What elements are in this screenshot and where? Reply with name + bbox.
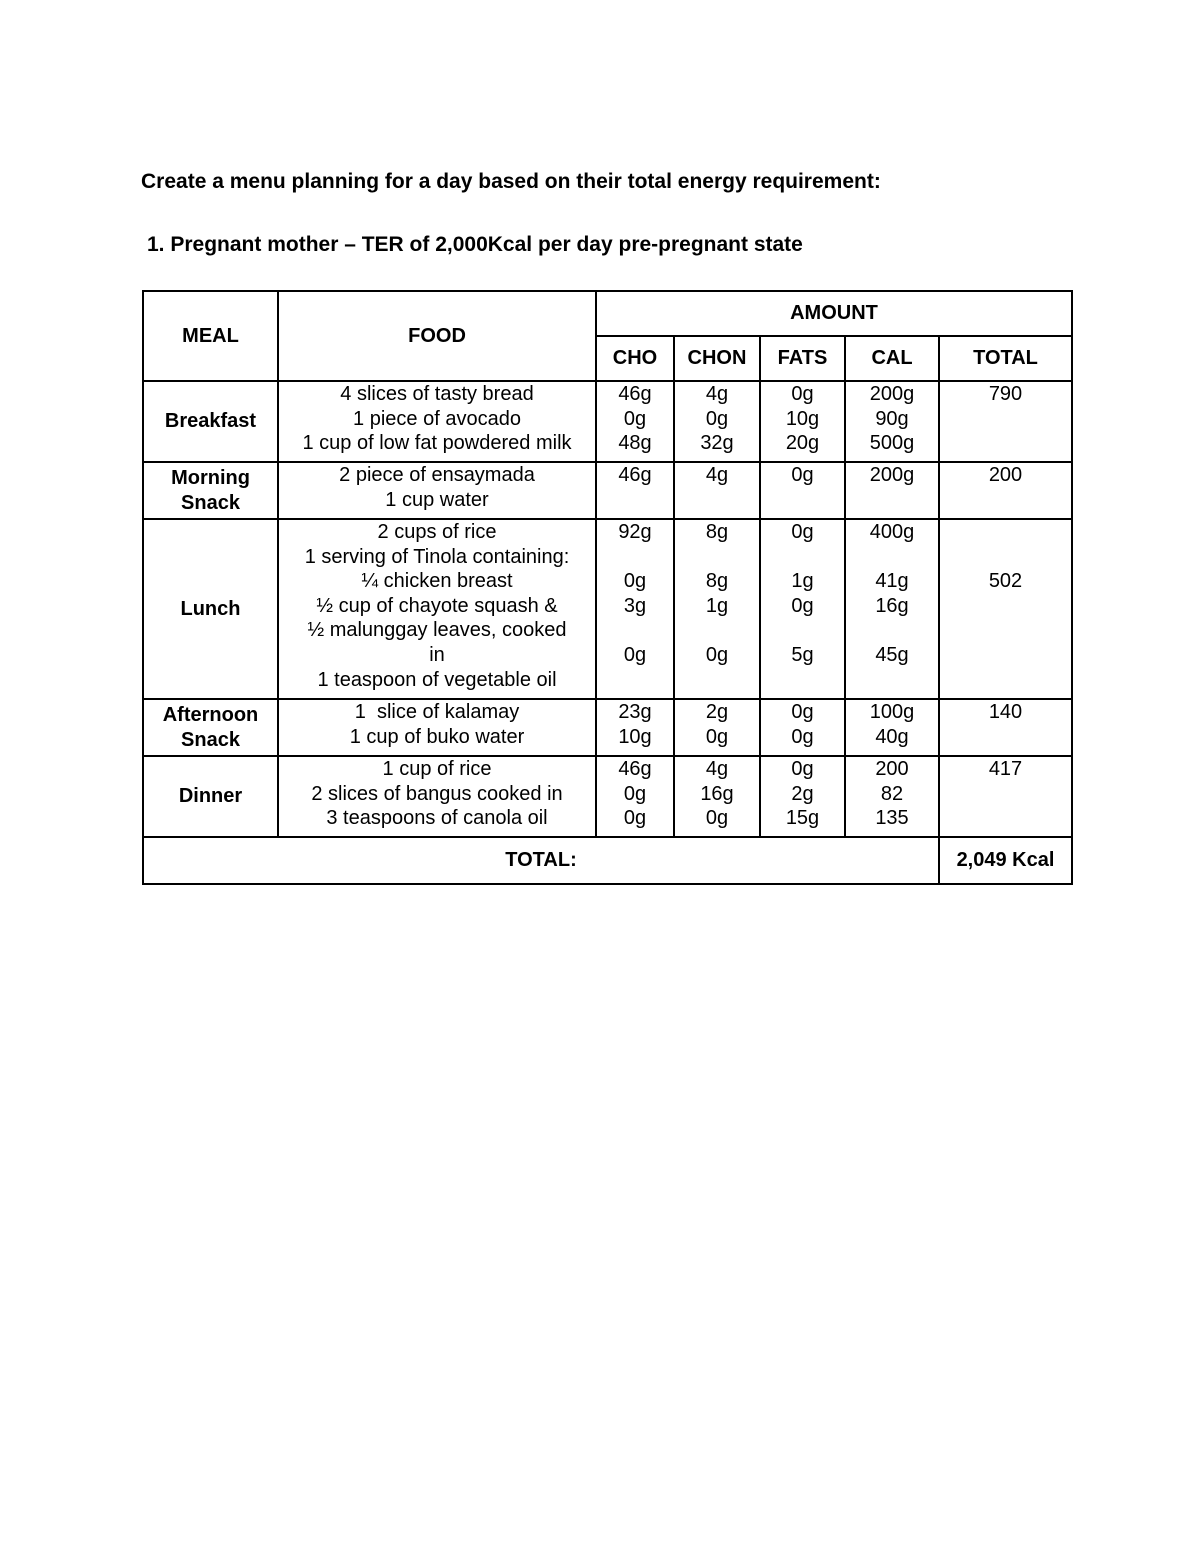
cho-value: 0g [623, 643, 647, 666]
chon-value: 0g [705, 807, 729, 830]
cal-lunch [845, 519, 939, 699]
cho-morning-snack [596, 462, 674, 519]
cal-value: 200g [869, 464, 915, 486]
table-row-afternoon-snack [143, 699, 1072, 756]
total-morning-snack [939, 462, 1072, 519]
header-meal: MEAL [143, 291, 278, 381]
food-item: 2 piece of ensaymada [339, 464, 535, 486]
food-item: 1 cup of rice [382, 758, 492, 780]
fats-morning-snack [760, 462, 845, 519]
food-item: 1 serving of Tinola containing: [304, 545, 570, 568]
chon-lunch [674, 519, 760, 699]
meal-breakfast: Breakfast [143, 381, 278, 462]
chon-value: 1g [705, 594, 729, 617]
fats-value: 0g [791, 521, 814, 543]
fats-value: 10g [785, 407, 820, 430]
chon-value: 0g [705, 725, 729, 748]
grand-total-value: 2,049 Kcal [939, 837, 1072, 884]
cho-value: 0g [623, 807, 647, 830]
grand-total-label: TOTAL: [143, 837, 939, 884]
food-item: 1 slice of kalamay [354, 701, 520, 723]
cho-value: 0g [623, 570, 647, 593]
total-afternoon-snack [939, 699, 1072, 756]
chon-value: 16g [700, 782, 734, 805]
total-value: 790 [988, 383, 1023, 405]
cal-value: 100g [869, 701, 915, 723]
chon-value: 32g [700, 432, 734, 455]
food-item: 2 cups of rice [377, 521, 497, 543]
cho-dinner [596, 756, 674, 837]
food-item: ½ cup of chayote squash & [316, 594, 558, 617]
fats-lunch [760, 519, 845, 699]
total-lunch [939, 519, 1072, 699]
fats-value: 0g [791, 594, 814, 617]
fats-value: 5g [791, 643, 814, 666]
fats-value: 0g [791, 725, 814, 748]
cal-breakfast [845, 381, 939, 462]
table-row-morning-snack [143, 462, 1072, 519]
food-item: 1 teaspoon of vegetable oil [317, 668, 557, 691]
chon-value: 2g [705, 701, 729, 723]
meal-label-line: Snack [181, 728, 240, 751]
cal-value: 200 [875, 758, 909, 780]
cal-value: 90g [875, 407, 909, 430]
food-item: ½ malunggay leaves, cooked in [307, 619, 567, 666]
meal-label-line: Snack [181, 491, 240, 514]
meal-afternoon-snack [143, 699, 278, 756]
chon-dinner [674, 756, 760, 837]
cho-lunch [596, 519, 674, 699]
header-cho: CHO [596, 336, 674, 381]
cho-value: 46g [618, 464, 652, 486]
chon-value: 0g [705, 407, 729, 430]
fats-value: 0g [791, 758, 814, 780]
chon-value: 4g [705, 383, 729, 405]
food-item: 1 piece of avocado [353, 407, 521, 430]
cho-breakfast [596, 381, 674, 462]
cho-value: 46g [618, 758, 652, 780]
table-row-dinner [143, 756, 1072, 837]
food-breakfast [278, 381, 596, 462]
chon-value: 0g [705, 643, 729, 666]
table-header-row [143, 291, 1072, 336]
cal-value: 500g [869, 432, 915, 455]
cal-value: 16g [875, 594, 909, 617]
meal-label-line: Morning [171, 466, 250, 489]
cho-value: 92g [618, 521, 652, 543]
fats-afternoon-snack [760, 699, 845, 756]
total-value: 417 [988, 758, 1023, 780]
header-chon: CHON [674, 336, 760, 381]
cal-value: 45g [875, 643, 909, 666]
cho-value: 23g [618, 701, 652, 723]
chon-afternoon-snack [674, 699, 760, 756]
fats-value: 1g [791, 570, 814, 593]
header-food: FOOD [278, 291, 596, 381]
meal-label-line: Afternoon [162, 703, 259, 726]
cal-value: 41g [875, 570, 909, 593]
header-cal: CAL [845, 336, 939, 381]
chon-morning-snack [674, 462, 760, 519]
cal-value: 135 [875, 807, 909, 830]
food-afternoon-snack [278, 699, 596, 756]
food-lunch [278, 519, 596, 699]
meal-morning-snack [143, 462, 278, 519]
chon-value: 4g [705, 758, 729, 780]
food-item: 2 slices of bangus cooked in [311, 782, 563, 805]
fats-value: 2g [791, 782, 814, 805]
table-row-grand-total [143, 837, 1072, 884]
cho-value: 48g [618, 432, 652, 455]
cho-value: 10g [618, 725, 652, 748]
header-fats: FATS [760, 336, 845, 381]
fats-value: 0g [791, 383, 814, 405]
table-row-lunch [143, 519, 1072, 699]
page-subheading: 1. Pregnant mother – TER of 2,000Kcal per day pre-pregnant state [147, 233, 803, 256]
total-dinner [939, 756, 1072, 837]
meal-dinner: Dinner [143, 756, 278, 837]
total-value: 200 [988, 464, 1023, 486]
cal-value: 40g [875, 725, 909, 748]
fats-value: 0g [791, 464, 814, 486]
food-dinner [278, 756, 596, 837]
food-item: 1 cup of low fat powdered milk [302, 432, 572, 455]
cal-value: 200g [869, 383, 915, 405]
cal-afternoon-snack [845, 699, 939, 756]
fats-value: 0g [791, 701, 814, 723]
cal-value: 82 [880, 782, 904, 805]
chon-value: 4g [705, 464, 729, 486]
cho-value: 46g [618, 383, 652, 405]
food-item: 4 slices of tasty bread [340, 383, 534, 405]
total-breakfast [939, 381, 1072, 462]
menu-table [142, 290, 1073, 885]
table-row-breakfast [143, 381, 1072, 462]
chon-value: 8g [705, 521, 729, 543]
header-amount: AMOUNT [596, 291, 1072, 336]
food-item: 3 teaspoons of canola oil [326, 807, 548, 830]
cho-afternoon-snack [596, 699, 674, 756]
cal-morning-snack [845, 462, 939, 519]
fats-dinner [760, 756, 845, 837]
cho-value: 3g [623, 594, 647, 617]
total-value: 140 [988, 701, 1023, 723]
cal-dinner [845, 756, 939, 837]
header-total: TOTAL [939, 336, 1072, 381]
page-heading: Create a menu planning for a day based on their total energy requirement: [141, 170, 881, 193]
cal-value: 400g [869, 521, 915, 543]
chon-breakfast [674, 381, 760, 462]
fats-value: 15g [785, 807, 820, 830]
cho-value: 0g [623, 407, 647, 430]
chon-value: 8g [705, 570, 729, 593]
food-morning-snack [278, 462, 596, 519]
food-item: 1 cup of buko water [349, 725, 525, 748]
fats-breakfast [760, 381, 845, 462]
total-value: 502 [988, 570, 1023, 593]
meal-lunch: Lunch [143, 519, 278, 699]
food-item: ¼ chicken breast [361, 570, 513, 593]
fats-value: 20g [785, 432, 820, 455]
food-item: 1 cup water [385, 488, 489, 511]
cho-value: 0g [623, 782, 647, 805]
